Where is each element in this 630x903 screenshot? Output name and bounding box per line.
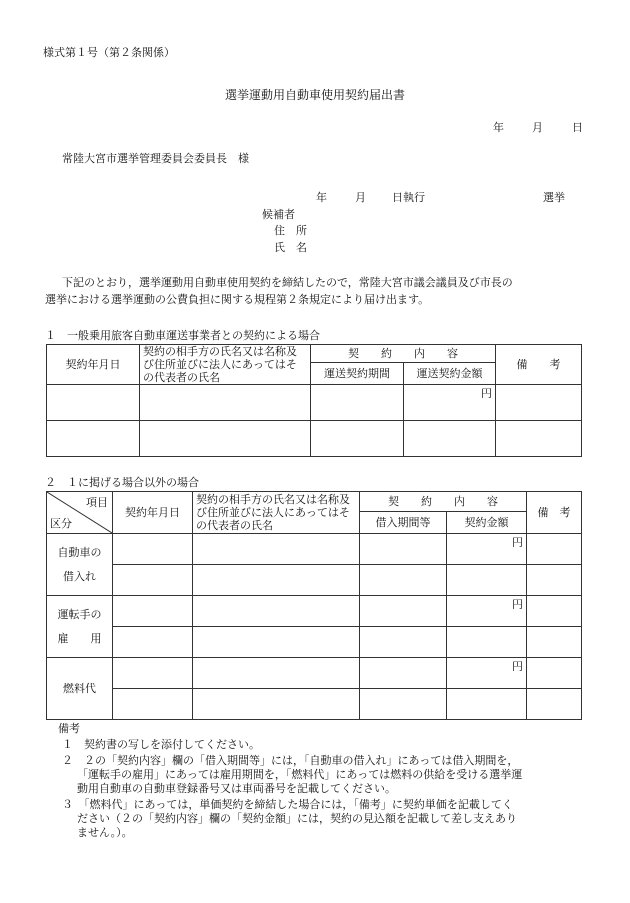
s1-col-period: 運送契約期間 (311, 363, 404, 385)
note-2-line-1: ２ ２の「契約内容」欄の「借入期間等」には，「自動車の借入れ」にあっては借入期間を， (62, 754, 519, 767)
note-2-line-2: 「運転手の雇用」にあっては雇用期間を，「燃料代」にあっては燃料の供給を受ける選挙運 (77, 768, 523, 781)
section2-table (46, 491, 582, 720)
s1-col-remarks: 備 考 (496, 345, 582, 385)
s2-row-fuel: 燃料代 (47, 658, 113, 720)
addressee: 常陸大宮市選挙管理委員会委員長 様 (62, 152, 249, 165)
s2-col-amount: 契約金額 (447, 512, 527, 534)
yen-unit: 円 (512, 660, 523, 673)
note-3-line-2: ださい（２の「契約内容」欄の「契約金額」には，契約の見込額を記載して差し支えあり (77, 812, 517, 825)
s1-col-amount: 運送契約金額 (404, 363, 496, 385)
election-day-exec: 日執行 (392, 191, 425, 204)
s1-cell-party[interactable] (140, 421, 311, 457)
table-row (47, 627, 582, 658)
table-row (47, 689, 582, 720)
submit-month: 月 (532, 121, 543, 134)
s2-cell-amount[interactable] (447, 565, 527, 596)
s2-diag-category: 区分 (50, 517, 72, 530)
s1-col-party: 契約の相手方の氏名又は名称及び住所並びに法人にあってはその代表者の氏名 (140, 345, 311, 385)
page-title: 選挙運動用自動車使用契約届出書 (225, 88, 406, 102)
s2-cell-remarks[interactable] (527, 534, 582, 565)
s2-col-remarks: 備 考 (527, 492, 582, 534)
s2-cell-date[interactable] (113, 689, 193, 720)
candidate-label: 候補者 (262, 208, 295, 221)
note-3-line-1: ３ 「燃料代」にあっては，単価契約を締結した場合には，「備考」に契約単価を記載してく (62, 798, 513, 811)
s1-cell-date[interactable] (47, 421, 140, 457)
table-row (47, 565, 582, 596)
s1-cell-date[interactable] (47, 385, 140, 421)
s2-row-vehicle: 自動車の 借入れ (47, 534, 113, 596)
intro-line-2: 選挙における選挙運動の公費負担に関する規程第２条規定により届け出ます。 (45, 293, 430, 306)
s2-cell-party[interactable] (193, 596, 360, 627)
note-1: １ 契約書の写しを添付してください。 (62, 738, 260, 751)
s2-cell-party[interactable] (193, 658, 360, 689)
s2-cell-remarks[interactable] (527, 565, 582, 596)
s2-cell-amount[interactable] (447, 627, 527, 658)
candidate-address: 住 所 (274, 224, 307, 237)
section1-table (46, 344, 582, 457)
s2-cell-period[interactable] (360, 596, 447, 627)
table-row (47, 421, 582, 457)
s2-cell-party[interactable] (193, 565, 360, 596)
yen-unit: 円 (481, 387, 492, 400)
table-row (47, 385, 582, 421)
s2-cell-date[interactable] (113, 565, 193, 596)
election-month: 月 (355, 191, 366, 204)
section2-heading: ２ １に掲げる場合以外の場合 (45, 476, 199, 489)
yen-unit: 円 (512, 536, 523, 549)
s2-cell-party[interactable] (193, 627, 360, 658)
form-number: 様式第１号（第２条関係） (43, 46, 175, 59)
s2-cell-remarks[interactable] (527, 658, 582, 689)
s2-cell-date[interactable] (113, 627, 193, 658)
s2-cell-date[interactable] (113, 658, 193, 689)
s2-cell-remarks[interactable] (527, 627, 582, 658)
s2-cell-amount[interactable] (447, 534, 527, 565)
s1-cell-party[interactable] (140, 385, 311, 421)
s2-row-driver: 運転手の 雇 用 (47, 596, 113, 658)
s2-cell-remarks[interactable] (527, 596, 582, 627)
s1-cell-amount[interactable] (404, 421, 496, 457)
table-row (47, 596, 582, 627)
table-row (47, 534, 582, 565)
s1-cell-period[interactable] (311, 385, 404, 421)
s2-col-date: 契約年月日 (113, 492, 193, 534)
s2-cell-date[interactable] (113, 596, 193, 627)
s2-diagonal-header (47, 492, 113, 534)
s2-cell-period[interactable] (360, 534, 447, 565)
s2-cell-period[interactable] (360, 689, 447, 720)
candidate-name: 氏 名 (274, 241, 307, 254)
s2-cell-party[interactable] (193, 689, 360, 720)
election-year: 年 (316, 191, 327, 204)
s1-cell-amount[interactable] (404, 385, 496, 421)
s2-cell-party[interactable] (193, 534, 360, 565)
s2-cell-remarks[interactable] (527, 689, 582, 720)
table-row (47, 658, 582, 689)
s2-cell-period[interactable] (360, 658, 447, 689)
note-2-line-3: 動用自動車の自動車登録番号又は車両番号を記載してください。 (77, 782, 396, 795)
s2-col-period: 借入期間等 (360, 512, 447, 534)
s2-col-party: 契約の相手方の氏名又は名称及び住所並びに法人にあってはその代表者の氏名 (193, 492, 360, 534)
s2-cell-period[interactable] (360, 565, 447, 596)
s1-col-contract: 契 約 内 容 (311, 345, 496, 363)
s1-cell-remarks[interactable] (496, 421, 582, 457)
submit-day: 日 (572, 121, 583, 134)
s2-cell-amount[interactable] (447, 596, 527, 627)
s2-cell-amount[interactable] (447, 689, 527, 720)
s2-cell-period[interactable] (360, 627, 447, 658)
election-type: 選挙 (543, 191, 565, 204)
s1-cell-period[interactable] (311, 421, 404, 457)
s2-col-contract: 契 約 内 容 (360, 492, 527, 512)
note-3-line-3: ません。）。 (77, 826, 133, 839)
s1-col-date: 契約年月日 (47, 345, 140, 385)
intro-line-1: 下記のとおり，選挙運動用自動車使用契約を締結したので，常陸大宮市議会議員及び市長の (62, 276, 513, 289)
s2-cell-amount[interactable] (447, 658, 527, 689)
s2-cell-date[interactable] (113, 534, 193, 565)
section1-heading: １ 一般乗用旅客自動車運送事業者との契約による場合 (45, 329, 320, 342)
s2-diag-item: 項目 (86, 496, 108, 509)
s1-cell-remarks[interactable] (496, 385, 582, 421)
yen-unit: 円 (512, 598, 523, 611)
notes-heading: 備考 (58, 722, 80, 735)
submit-year: 年 (493, 121, 504, 134)
